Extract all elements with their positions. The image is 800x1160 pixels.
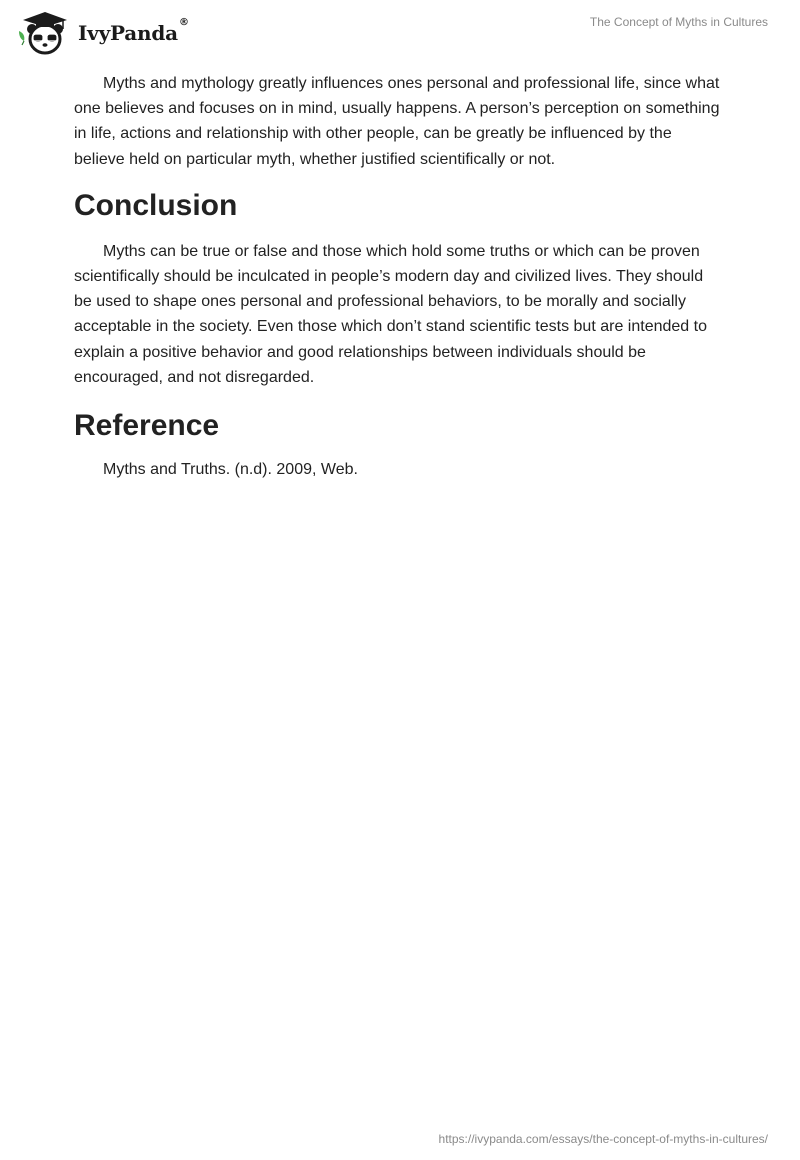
conclusion-paragraph: Myths can be true or false and those which hold some truths or which can be proven scientifically should be inculcated in people’s modern day and civilized lives. They should be used to shape ones personal and professional behaviors, to be morally and socially acceptable in the society. Even those which don’t stand scientific tests but are intended to explain a positive behavior and good relationships between individuals should be encouraged, and not disregarded. xyxy=(74,242,707,386)
ivypanda-logo[interactable] xyxy=(16,9,189,55)
brand-name: IvyPanda® xyxy=(78,17,189,45)
conclusion-heading: Conclusion xyxy=(74,188,238,222)
source-url-link[interactable]: https://ivypanda.com/essays/the-concept-of-myths-in-cultures/ xyxy=(438,1132,768,1146)
page-header xyxy=(0,0,800,60)
reference-entry: Myths and Truths. (n.d). 2009, Web. xyxy=(103,461,358,479)
registered-mark: ® xyxy=(178,17,189,28)
panda-graduate-icon xyxy=(16,9,74,55)
intro-paragraph: Myths and mythology greatly influences ones personal and professional life, since what one believes and focuses on in mind, usually happens. A person’s perception on something in life, actions and relationship with other people, can be greatly be influenced by the believe held on particular myth, whether justified scientifically or not. xyxy=(74,75,720,168)
reference-heading: Reference xyxy=(74,409,220,443)
essay-content xyxy=(74,71,724,482)
document-title: The Concept of Myths in Cultures xyxy=(589,15,768,29)
